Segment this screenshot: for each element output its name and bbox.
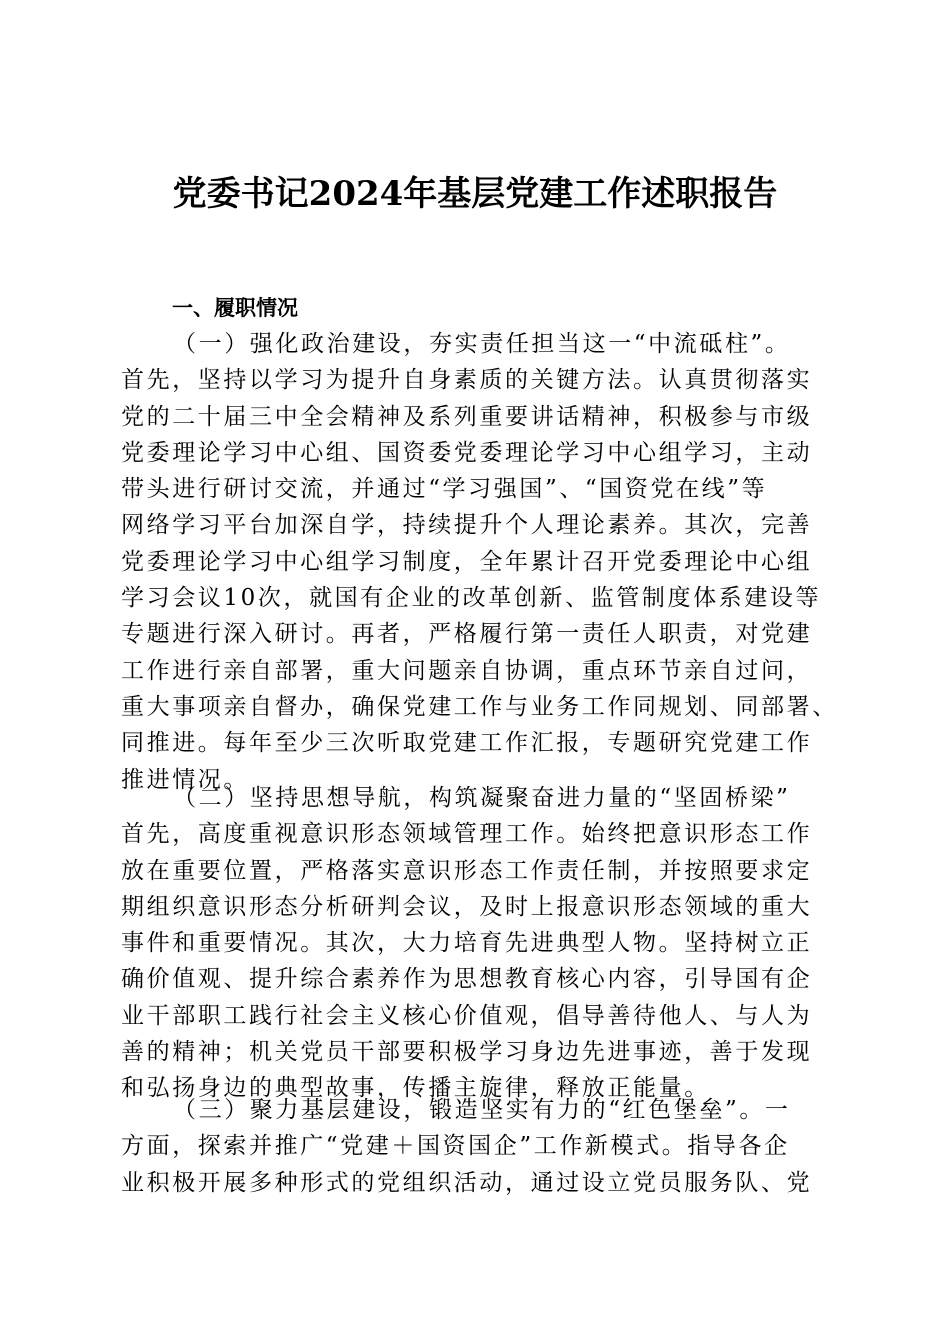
- paragraph-line: 党委理论学习中心组学习制度，全年累计召开党委理论中心组: [121, 548, 813, 575]
- paragraph-line: 同推进。每年至少三次听取党建工作汇报，专题研究党建工作: [121, 730, 813, 757]
- paragraph-line: 党委理论学习中心组、国资委党委理论学习中心组学习，主动: [121, 439, 813, 466]
- paragraph-line: 专题进行深入研讨。再者，严格履行第一责任人职责，对党建: [121, 621, 813, 648]
- paragraph-line: 业干部职工践行社会主义核心价值观，倡导善待他人、与人为: [121, 1002, 813, 1029]
- paragraph-line: 带头进行研讨交流，并通过“学习强国”、“国资党在线”等: [121, 476, 768, 503]
- paragraph-line: （一）强化政治建设，夯实责任担当这一“中流砥柱”。: [173, 331, 791, 357]
- section-heading: 一、履职情况: [172, 296, 298, 320]
- paragraph-line: 业积极开展多种形式的党组织活动，通过设立党员服务队、党: [121, 1169, 813, 1196]
- paragraph-line: 放在重要位置，严格落实意识形态工作责任制，并按照要求定: [121, 857, 813, 884]
- paragraph-line: 方面，探索并推广“党建＋国资国企”工作新模式。指导各企: [121, 1133, 790, 1160]
- paragraph-line: 确价值观、提升综合素养作为思想教育核心内容，引导国有企: [121, 966, 813, 993]
- paragraph-block-1: [121, 326, 838, 798]
- paragraph-line: 重大事项亲自督办，确保党建工作与业务工作同规划、同部署、: [121, 693, 838, 720]
- paragraph-line: 网络学习平台加深自学，持续提升个人理论素养。其次，完善: [121, 512, 813, 539]
- paragraph-line: 首先，高度重视意识形态领域管理工作。始终把意识形态工作: [121, 821, 813, 848]
- paragraph-line: 和弘扬身边的典型故事，传播主旋律，释放正能量。: [121, 1075, 710, 1102]
- paragraph-line: 党的二十届三中全会精神及系列重要讲话精神，积极参与市级: [121, 403, 813, 430]
- document-title: 党委书记2024年基层党建工作述职报告: [172, 174, 778, 214]
- paragraph-line: 工作进行亲自部署，重大问题亲自协调，重点环节亲自过问，: [121, 657, 813, 684]
- paragraph-block-2: [121, 780, 833, 1107]
- paragraph-line: 善的精神；机关党员干部要积极学习身边先进事迹，善于发现: [121, 1039, 813, 1066]
- paragraph-block-3: [121, 1092, 833, 1201]
- paragraph-line: （三）聚力基层建设，锻造坚实有力的“红色堡垒”。一: [173, 1097, 791, 1123]
- paragraph-line: （二）坚持思想导航，构筑凝聚奋进力量的“坚固桥梁”: [173, 785, 791, 811]
- paragraph-line: 学习会议10次，就国有企业的改革创新、监管制度体系建设等: [121, 585, 822, 612]
- paragraph-line: 推进情况。: [121, 766, 249, 793]
- paragraph-line: 事件和重要情况。其次，大力培育先进典型人物。坚持树立正: [121, 930, 813, 957]
- paragraph-line: 首先，坚持以学习为提升自身素质的关键方法。认真贯彻落实: [121, 367, 813, 394]
- paragraph-line: 期组织意识形态分析研判会议，及时上报意识形态领域的重大: [121, 893, 813, 920]
